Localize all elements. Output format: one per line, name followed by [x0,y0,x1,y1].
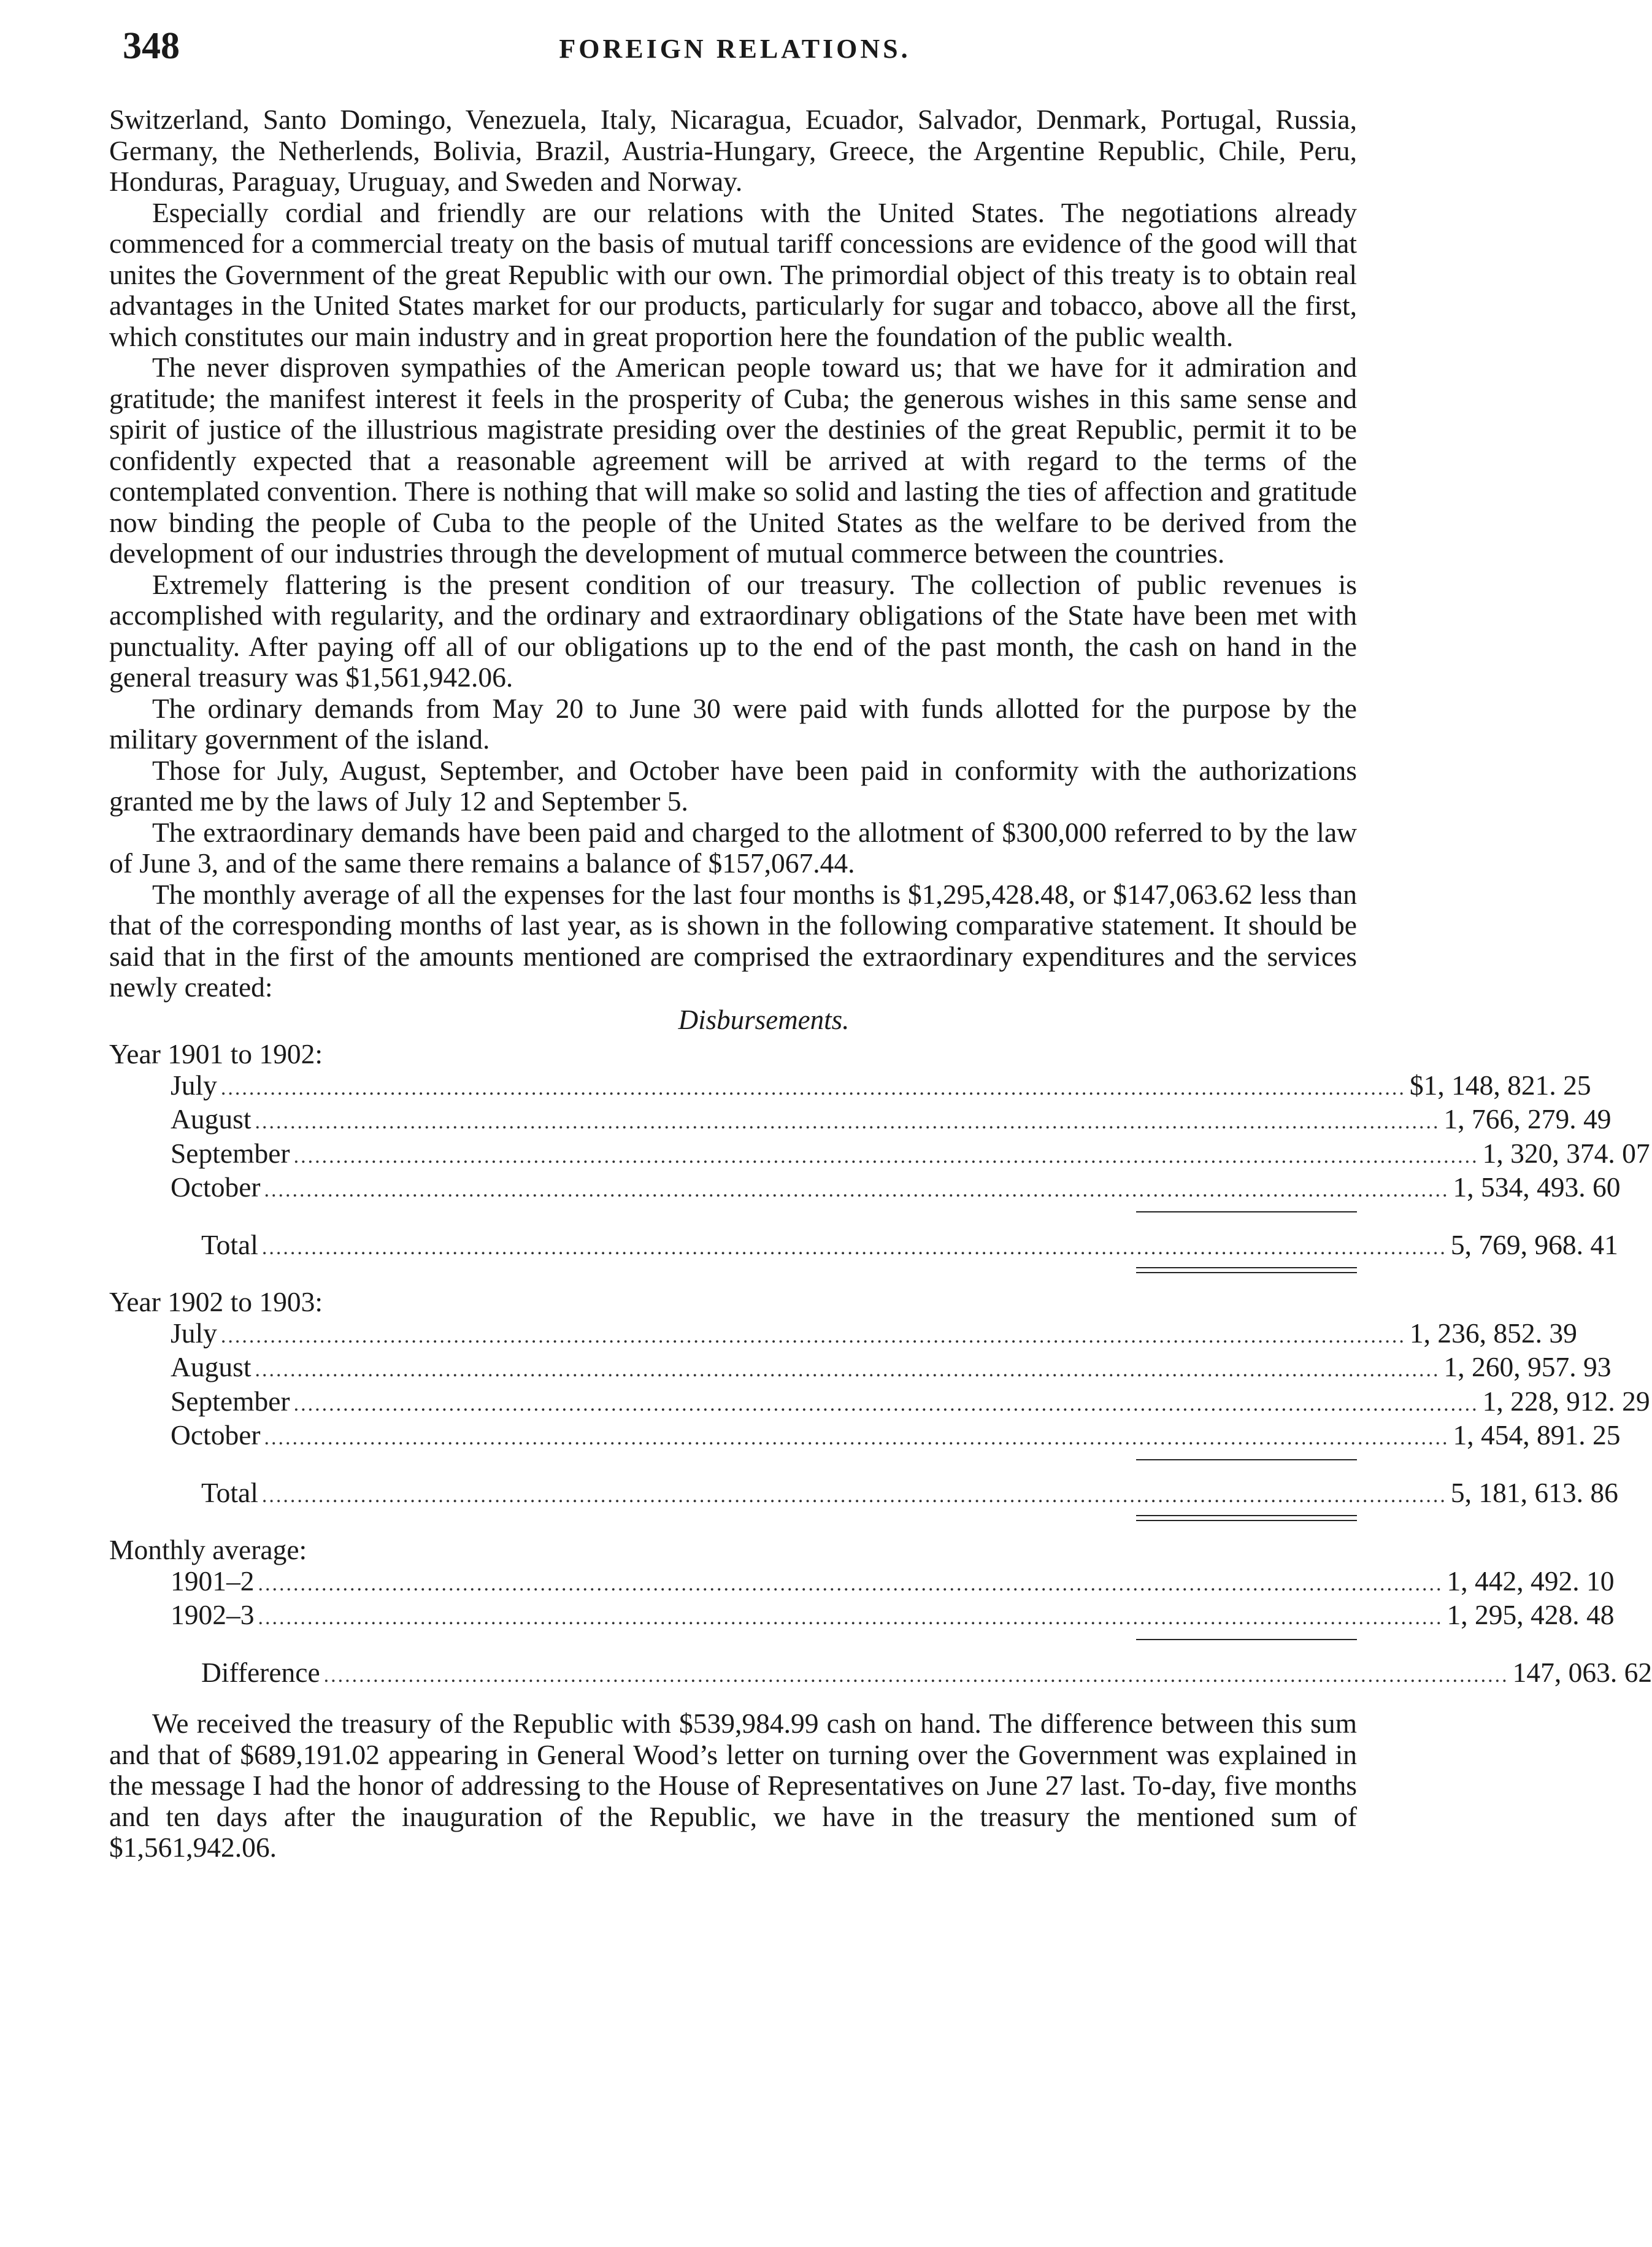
sum-rule [1136,1211,1357,1212]
paragraph: Those for July, August, September, and October have been paid in conformity with the authorizations granted me by the laws of July 12 and September 5. [109,754,1357,817]
page-number: 348 [123,25,180,67]
page-header [117,25,1353,74]
leader-dots: ........................................................................................................................................................................ [293,1144,1479,1168]
ledger-row: October ........................................................................................................................................................................ 1, 534, 493. 60 [109,1172,1357,1206]
spacer [109,1691,1357,1708]
paragraph: The never disproven sympathies of the American people toward us; that we have for it admiration and gratitude; the manifest interest it feels in the prosperity of Cuba; the generous wishes in this same sense and spirit of justice of the illustrious magistrate presiding over the destinies of the great Republic, permit it to be confidently expected that a reasonable agreement will be arrived at with regard to the terms of the contemplated convention. There is nothing that will make so solid and lasting the ties of affection and gratitude now binding the people of Cuba to the people of the United States as the welfare to be derived from the development of our industries through the development of mutual commerce between the countries. [109,352,1357,569]
total-row: Total ........................................................................................................................................................................ 5, 769, 968. 41 [109,1230,1357,1264]
ledger-row: July ........................................................................................................................................................................ 1, 236, 852. 39 [109,1318,1357,1352]
monthly-average-heading: Monthly average: [109,1534,307,1565]
leader-dots: ........................................................................................................................................................................ [264,1179,1450,1201]
paragraph: Extremely flattering is the present condition of our treasury. The collection of public revenues is accomplished with regularity, and the ordinary and extraordinary obligations of the State have been met with punctuality. After paying off all of our obligations up to the end of the past month, the cash on hand in the general treasury was $1,561,942.06. [109,568,1357,693]
running-head: FOREIGN RELATIONS. [559,34,911,64]
sum-rule [1136,1639,1357,1640]
ledger-row: August ........................................................................................................................................................................ 1, 766, 279. 49 [109,1104,1357,1138]
ledger-row: September ........................................................................................................................................................................ 1, 228, 912. 29 [109,1386,1357,1420]
paragraph: The extraordinary demands have been paid and charged to the allotment of $300,000 referred to by the law of June 3, and of the same there remains a balance of $157,067.44. [109,816,1357,879]
year-1902-heading: Year 1902 to 1903: [109,1286,323,1317]
paragraph: We received the treasury of the Republic with $539,984.99 cash on hand. The difference between this sum and that of $689,191.02 appearing in General Wood’s letter on turning over the Government was explained in the message I had the honor of addressing to the House of Representatives on June 27 last. To-day, five months and ten days after the inauguration of the Republic, we have in the treasury the mentioned sum of $1,561,942.06. [109,1708,1357,1863]
ledger-row: 1901–2 ........................................................................................................................................................................ 1, 442, 492. 10 [109,1566,1357,1600]
leader-dots: ........................................................................................................................................................................ [255,1111,1440,1133]
paragraph: The ordinary demands from May 20 to June 30 were paid with funds allotted for the purpose by the military government of the island. [109,692,1357,755]
paragraph: The monthly average of all the expenses for the last four months is $1,295,428.48, or $147,063.62 less than that of the corresponding months of last year, as is shown in the following comparative statement. It should be said that in the first of the amounts mentioned are comprised the extraordinary expenditures and the services newly created: [109,878,1357,1003]
leader-dots: ........................................................................................................................................................................ [220,1324,1406,1347]
ledger-row: September ........................................................................................................................................................................ 1, 320, 374. 07 [109,1138,1357,1173]
leader-dots: ........................................................................................................................................................................ [261,1236,1447,1259]
leader-dots: ........................................................................................................................................................................ [255,1359,1440,1381]
leader-dots: ........................................................................................................................................................................ [293,1392,1479,1416]
total-row: Total ........................................................................................................................................................................ 5, 181, 613. 86 [109,1478,1357,1512]
table-caption: Disbursements. [678,1004,850,1035]
paragraph: Switzerland, Santo Domingo, Venezuela, Italy, Nicaragua, Ecuador, Salvador, Denmark, Portugal, Russia, Germany, the Netherlends, Bolivia, Brazil, Austria-Hungary, Greece, the Argentine Republic, Chile, Peru, Honduras, Paraguay, Uruguay, and Sweden and Norway. [109,104,1357,197]
paragraph: Especially cordial and friendly are our relations with the United States. The negotiations already commenced for a commercial treaty on the basis of mutual tariff concessions are evidence of the good will that unites the Government of the great Republic with our own. The primordial object of this treaty is to obtain real advantages in the United States market for our products, particularly for sugar and tobacco, above all the first, which constitutes our main industry and in great proportion here the foundation of the public wealth. [109,196,1357,352]
ledger-row: August ........................................................................................................................................................................ 1, 260, 957. 93 [109,1352,1357,1386]
disbursements-table [109,1038,1652,1691]
leader-dots: ........................................................................................................................................................................ [264,1427,1450,1449]
ledger-row: July ........................................................................................................................................................................ $1, 148, 821. 25 [109,1070,1357,1104]
body-text [109,104,1652,1864]
leader-dots: ........................................................................................................................................................................ [323,1663,1509,1687]
difference-row: Difference ........................................................................................................................................................................ 147, 063. 62 [109,1657,1357,1692]
leader-dots: ........................................................................................................................................................................ [258,1572,1443,1595]
total-double-rule [1136,1267,1357,1273]
leader-dots: ........................................................................................................................................................................ [261,1484,1447,1507]
sum-rule [1136,1459,1357,1460]
ledger-row: 1902–3 ........................................................................................................................................................................ 1, 295, 428. 48 [109,1600,1357,1634]
total-double-rule [1136,1515,1357,1521]
year-1901-heading: Year 1901 to 1902: [109,1038,323,1070]
ledger-row: October ........................................................................................................................................................................ 1, 454, 891. 25 [109,1420,1357,1454]
leader-dots: ........................................................................................................................................................................ [220,1076,1406,1100]
leader-dots: ........................................................................................................................................................................ [258,1606,1443,1629]
